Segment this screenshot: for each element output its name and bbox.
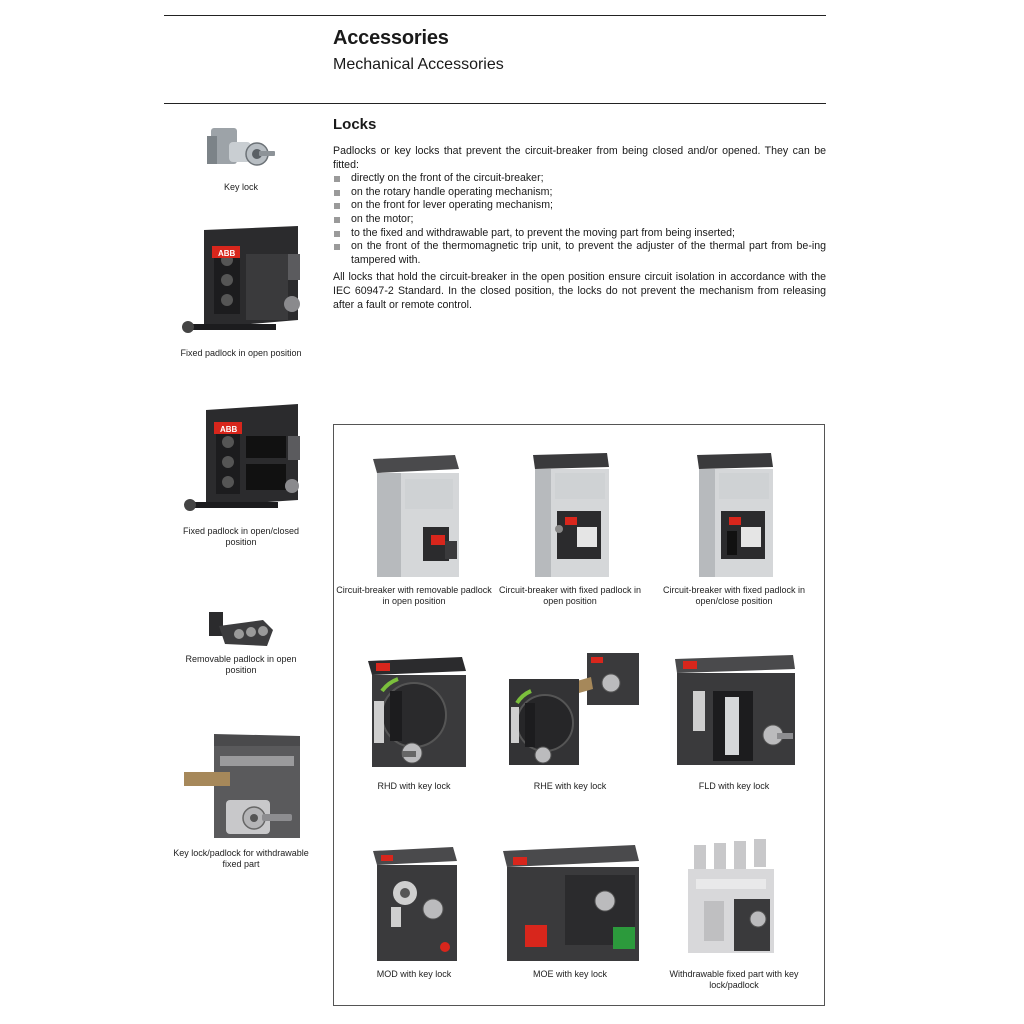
side-figure-fixed-padlock-open-closed [170,402,312,548]
circuit-breaker-icon [359,445,469,585]
bullet-square-icon [334,231,340,237]
panel-figure [654,445,814,607]
mounting-list [333,172,826,267]
list-item: directly on the front of the circuit-breaker; [333,172,826,186]
side-caption: Removable padlock in open position [185,654,297,675]
panel-caption: FLD with key lock [698,781,770,791]
removable-padlock-icon [201,604,281,654]
header-rule [164,103,826,104]
side-figure-withdrawable-lock [170,728,312,870]
panel-caption: Circuit-breaker with removable padlock in open position [336,585,492,606]
bullet-square-icon [334,176,340,182]
bullet-square-icon [334,217,340,223]
bullet-square-icon [334,203,340,209]
circuit-breaker-icon [515,445,625,585]
section-title: Locks [333,116,377,133]
panel-figure [490,835,650,980]
bullet-square-icon [334,190,340,196]
circuit-breaker-icon [679,445,789,585]
section-body [333,145,826,312]
side-figure-key-lock [170,118,312,193]
side-figure-removable-padlock [170,604,312,676]
figure-panel [333,424,825,1006]
panel-figure [490,445,650,607]
side-caption: Fixed padlock in open position [180,348,302,358]
svg-text:ABB: ABB [218,249,236,258]
panel-caption: Circuit-breaker with fixed padlock in open/close position [662,585,806,606]
withdrawable-fixed-part-icon [674,835,794,969]
panel-figure [654,835,814,991]
intro-paragraph: Padlocks or key locks that prevent the circuit-breaker from being closed and/or opened. They can be fitted: [333,145,826,171]
list-item: to the fixed and withdrawable part, to prevent the moving part from being inserted; [333,227,826,241]
side-caption: Key lock [223,182,258,192]
side-caption: Key lock/padlock for withdrawable fixed part [173,848,309,869]
list-item: on the rotary handle operating mechanism; [333,186,826,200]
fixed-padlock-icon [176,224,306,348]
panel-figure [334,647,494,792]
motor-operator-icon [359,835,469,969]
list-item: on the front of the thermomagnetic trip unit, to prevent the adjuster of the thermal part from be-ing tampered with. [333,240,826,267]
panel-caption: MOE with key lock [532,969,608,979]
page-title: Accessories [333,27,449,49]
panel-figure [490,647,650,792]
closing-paragraph: All locks that hold the circuit-breaker in the open position ensure circuit isolation in accordance with the IEC 60947-2 Standard. In the closed position, the locks do not prevent the mechanism from releasing after a fault or remote control. [333,271,826,311]
key-lock-icon [201,118,281,182]
panel-figure [334,835,494,980]
side-figure-fixed-padlock-open [170,224,312,359]
page-subtitle: Mechanical Accessories [333,56,504,73]
panel-caption: MOD with key lock [376,969,452,979]
side-caption: Fixed padlock in open/closed position [182,526,300,547]
list-item: on the motor; [333,213,826,227]
front-lever-icon [669,647,799,781]
svg-text:ABB: ABB [220,425,238,434]
bullet-square-icon [334,244,340,250]
panel-figure [334,445,494,607]
panel-caption: RHD with key lock [377,781,451,791]
panel-caption: RHE with key lock [533,781,607,791]
panel-caption: Withdrawable fixed part with key lock/padlock [669,969,799,990]
motor-operator-icon [495,835,645,969]
panel-caption: Circuit-breaker with fixed padlock in open position [498,585,642,606]
fixed-padlock-open-closed-icon [176,402,306,526]
withdrawable-key-lock-icon [176,728,306,848]
list-item: on the front for lever operating mechanism; [333,199,826,213]
rotary-handle-extended-icon [495,647,645,781]
rotary-handle-icon [352,647,476,781]
panel-figure [654,647,814,792]
top-rule [164,15,826,16]
